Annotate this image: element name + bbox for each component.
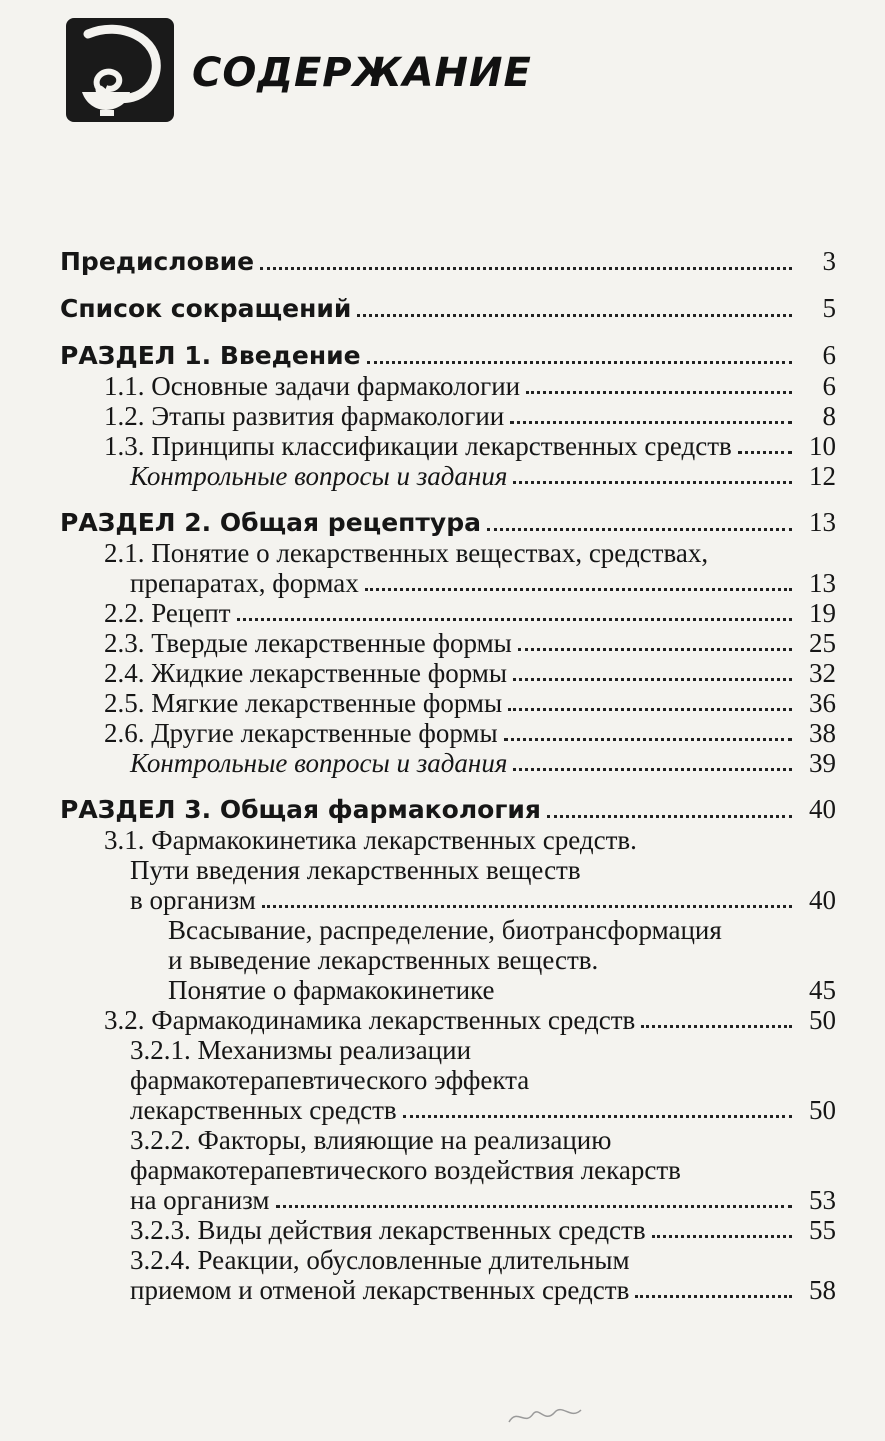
- toc-page: 8: [822, 401, 836, 431]
- dot-leader: [635, 1295, 792, 1298]
- toc-label: на организм: [130, 1185, 270, 1215]
- toc-page: 36: [809, 688, 836, 718]
- toc-entry[interactable]: [60, 658, 836, 688]
- dot-leader: [513, 768, 792, 771]
- toc-page: 55: [809, 1215, 836, 1245]
- toc-entry-abbreviations[interactable]: [60, 293, 836, 324]
- toc-entry[interactable]: [60, 568, 836, 598]
- toc-label: 2.5. Мягкие лекарственные формы: [104, 688, 503, 718]
- dot-leader: [513, 481, 792, 484]
- pencil-mark: [505, 1400, 585, 1430]
- toc-page: 40: [809, 885, 836, 915]
- toc-entry-line: Всасывание, распределение, биотрансформация: [168, 915, 722, 945]
- toc-entry-line: 3.2.4. Реакции, обусловленные длительным: [130, 1245, 630, 1275]
- toc-entry[interactable]: [60, 431, 836, 461]
- toc-page: 50: [809, 1005, 836, 1035]
- toc-label: лекарственных средств: [130, 1095, 397, 1125]
- toc-label: Список сокращений: [60, 294, 352, 323]
- toc-label: Контрольные вопросы и задания: [130, 461, 508, 491]
- dot-leader: [365, 588, 792, 591]
- toc-label: 2.3. Твердые лекарственные формы: [104, 628, 512, 658]
- page-title: СОДЕРЖАНИЕ: [192, 50, 532, 96]
- toc-page: 5: [822, 293, 836, 323]
- dot-leader: [738, 451, 792, 454]
- toc-label: 3.2. Фармакодинамика лекарственных средств: [104, 1005, 636, 1035]
- toc-page: 40: [809, 794, 836, 824]
- toc-page: 39: [809, 748, 836, 778]
- toc-entry-line: 2.1. Понятие о лекарственных веществах, средствах,: [104, 538, 709, 568]
- toc-label: 2.2. Рецепт: [104, 598, 231, 628]
- toc-page: 12: [809, 461, 836, 491]
- toc-entry[interactable]: [60, 1275, 836, 1305]
- dot-leader: [547, 815, 792, 818]
- toc-page: 6: [822, 371, 836, 401]
- dot-leader: [260, 267, 792, 270]
- dot-leader: [504, 738, 792, 741]
- toc-page: 25: [809, 628, 836, 658]
- dot-leader: [487, 528, 792, 531]
- toc-label: приемом и отменой лекарственных средств: [130, 1275, 630, 1305]
- toc-entry-preface[interactable]: [60, 246, 836, 277]
- toc-entry[interactable]: [60, 598, 836, 628]
- toc-page: 3: [822, 246, 836, 276]
- toc-page: 38: [809, 718, 836, 748]
- toc-entry[interactable]: [60, 1005, 836, 1035]
- toc-entry-line: фармакотерапевтического эффекта: [130, 1065, 530, 1095]
- toc-label: 1.3. Принципы классификации лекарственных средств: [104, 431, 732, 461]
- toc-label: РАЗДЕЛ 3. Общая фармакология: [60, 795, 541, 824]
- dot-leader: [513, 678, 792, 681]
- toc-label: 1.1. Основные задачи фармакологии: [104, 371, 521, 401]
- toc-entry[interactable]: [60, 628, 836, 658]
- toc-page: 32: [809, 658, 836, 688]
- toc-entry-line: 3.1. Фармакокинетика лекарственных средств.: [104, 825, 637, 855]
- dot-leader: [518, 648, 792, 651]
- toc-entry[interactable]: [60, 371, 836, 401]
- toc-entry[interactable]: [60, 975, 836, 1005]
- toc-section-1[interactable]: [60, 340, 836, 371]
- toc-label: 2.4. Жидкие лекарственные формы: [104, 658, 508, 688]
- dot-leader: [367, 361, 792, 364]
- dot-leader: [237, 618, 792, 621]
- toc-page: 13: [809, 568, 836, 598]
- toc-label: препаратах, формах: [130, 568, 359, 598]
- dot-leader: [500, 995, 792, 998]
- toc-label: 3.2.3. Виды действия лекарственных средств: [130, 1215, 646, 1245]
- toc-entry[interactable]: [60, 885, 836, 915]
- toc-label: РАЗДЕЛ 1. Введение: [60, 341, 361, 370]
- toc-entry[interactable]: [60, 1185, 836, 1215]
- dot-leader: [652, 1235, 792, 1238]
- toc-label: Предисловие: [60, 247, 255, 276]
- toc-section-2[interactable]: [60, 507, 836, 538]
- toc-entry-line: 3.2.1. Механизмы реализации: [130, 1035, 472, 1065]
- dot-leader: [262, 905, 792, 908]
- dot-leader: [357, 314, 792, 317]
- toc-entry-line: 3.2.2. Факторы, влияющие на реализацию: [130, 1125, 612, 1155]
- toc-entry-control-questions[interactable]: [60, 748, 836, 778]
- toc-label: Понятие о фармакокинетике: [168, 975, 495, 1005]
- toc-entry[interactable]: [60, 718, 836, 748]
- toc-entry-line: и выведение лекарственных веществ.: [168, 945, 599, 975]
- toc-label: РАЗДЕЛ 2. Общая рецептура: [60, 508, 481, 537]
- toc-entry-line: фармакотерапевтического воздействия лекарств: [130, 1155, 681, 1185]
- toc-page: 45: [809, 975, 836, 1005]
- dot-leader: [508, 708, 792, 711]
- toc-entry[interactable]: [60, 1215, 836, 1245]
- toc-page: 13: [809, 507, 836, 537]
- toc-page: 6: [822, 340, 836, 370]
- dot-leader: [276, 1205, 792, 1208]
- toc-entry[interactable]: [60, 1095, 836, 1125]
- toc-label: 1.2. Этапы развития фармакологии: [104, 401, 505, 431]
- toc-entry[interactable]: [60, 401, 836, 431]
- toc-page: 19: [809, 598, 836, 628]
- toc-page: 58: [809, 1275, 836, 1305]
- pharmacy-bowl-snake-icon: [60, 14, 180, 126]
- toc-entry-line: Пути введения лекарственных веществ: [130, 855, 581, 885]
- dot-leader: [510, 421, 792, 424]
- toc-label: Контрольные вопросы и задания: [130, 748, 508, 778]
- toc-label: 2.6. Другие лекарственные формы: [104, 718, 498, 748]
- dot-leader: [403, 1115, 792, 1118]
- toc-entry-control-questions[interactable]: [60, 461, 836, 491]
- table-of-contents: [60, 246, 836, 1305]
- toc-page: 10: [809, 431, 836, 461]
- toc-page: 53: [809, 1185, 836, 1215]
- toc-label: в организм: [130, 885, 256, 915]
- dot-leader: [641, 1025, 792, 1028]
- toc-page: 50: [809, 1095, 836, 1125]
- toc-section-3[interactable]: [60, 794, 836, 825]
- dot-leader: [526, 391, 792, 394]
- toc-entry[interactable]: [60, 688, 836, 718]
